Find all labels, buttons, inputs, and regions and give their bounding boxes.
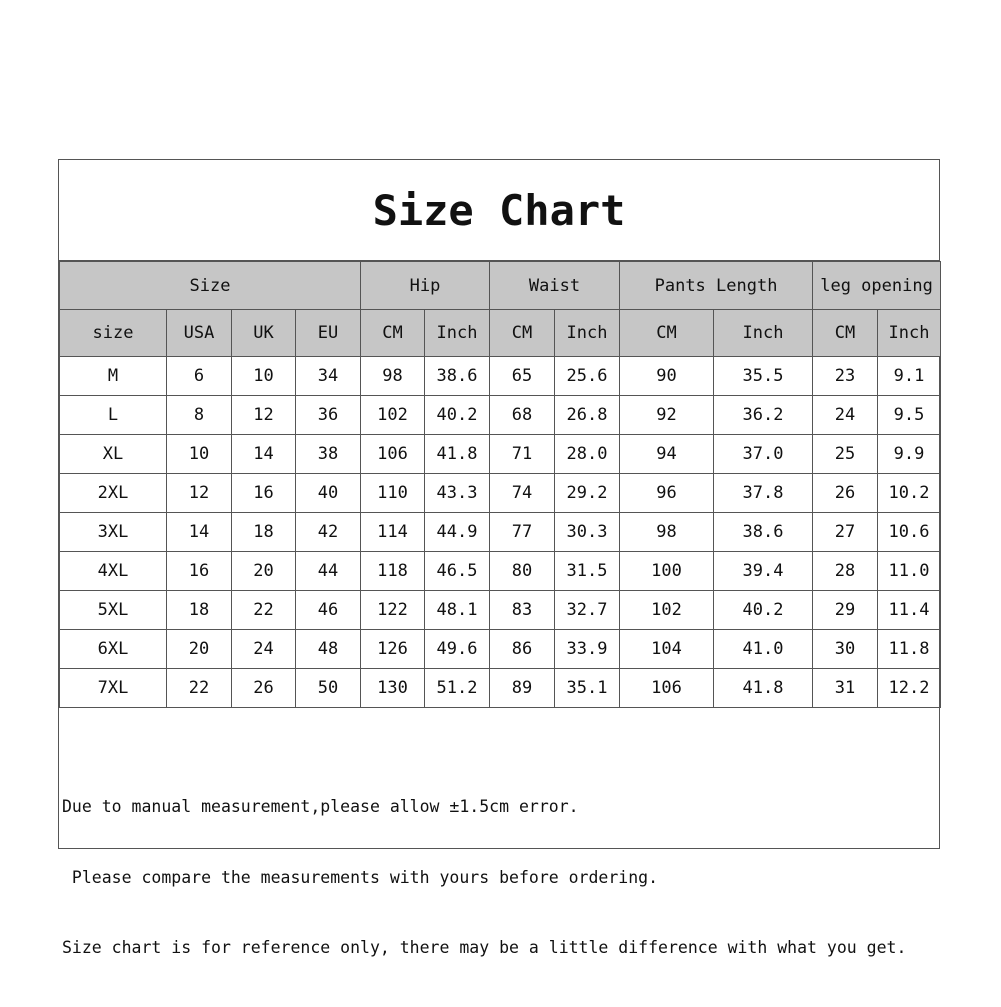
table-cell: 122 [361,591,425,630]
table-cell: 92 [620,396,714,435]
table-cell: 89 [490,669,555,708]
table-cell: 50 [296,669,361,708]
table-cell: 44 [296,552,361,591]
table-cell: 96 [620,474,714,513]
table-cell: 5XL [60,591,167,630]
table-row [60,513,941,552]
table-cell: 31 [813,669,878,708]
table-cell: 23 [813,357,878,396]
table-cell: 74 [490,474,555,513]
table-cell: 29 [813,591,878,630]
col-header-uk: UK [232,310,296,357]
table-cell: 22 [167,669,232,708]
note-line: Size chart is for reference only, there may be a little difference with what you get. [62,938,907,957]
table-cell: 25.6 [555,357,620,396]
table-cell: 106 [620,669,714,708]
table-cell: 14 [167,513,232,552]
table-cell: 65 [490,357,555,396]
sub-header-row [60,310,941,357]
table-cell: 24 [232,630,296,669]
table-cell: 14 [232,435,296,474]
table-cell: 28.0 [555,435,620,474]
table-cell: 8 [167,396,232,435]
table-cell: 90 [620,357,714,396]
size-table [59,261,941,708]
table-cell: 27 [813,513,878,552]
group-header-size: Size [60,262,361,310]
col-header-waist-cm: CM [490,310,555,357]
table-cell: 37.0 [714,435,813,474]
group-header-pants-length: Pants Length [620,262,813,310]
table-cell: 86 [490,630,555,669]
table-cell: 6XL [60,630,167,669]
table-cell: 12 [167,474,232,513]
table-cell: 39.4 [714,552,813,591]
table-cell: 6 [167,357,232,396]
table-cell: 100 [620,552,714,591]
table-cell: 20 [167,630,232,669]
table-cell: 26 [813,474,878,513]
note-line: Due to manual measurement,please allow ±1.5cm error. [62,797,579,816]
table-cell: 20 [232,552,296,591]
group-header-hip: Hip [361,262,490,310]
table-cell: 9.5 [878,396,941,435]
table-cell: 41.8 [714,669,813,708]
col-header-leg-cm: CM [813,310,878,357]
table-cell: 51.2 [425,669,490,708]
table-cell: 71 [490,435,555,474]
table-cell: 48.1 [425,591,490,630]
table-cell: 46 [296,591,361,630]
table-cell: L [60,396,167,435]
table-cell: 38 [296,435,361,474]
table-cell: 83 [490,591,555,630]
table-cell: 10.2 [878,474,941,513]
table-cell: 80 [490,552,555,591]
col-header-size: size [60,310,167,357]
col-header-usa: USA [167,310,232,357]
size-chart-frame [58,159,940,957]
table-cell: 130 [361,669,425,708]
table-cell: 37.8 [714,474,813,513]
table-cell: 77 [490,513,555,552]
table-cell: 40.2 [714,591,813,630]
table-cell: 41.0 [714,630,813,669]
table-cell: 11.8 [878,630,941,669]
table-cell: 10 [232,357,296,396]
table-cell: 41.8 [425,435,490,474]
table-row [60,630,941,669]
table-row [60,552,941,591]
table-cell: 16 [232,474,296,513]
measurement-notes [62,748,932,1007]
table-cell: 9.9 [878,435,941,474]
table-cell: 18 [167,591,232,630]
table-row [60,669,941,708]
table-cell: 18 [232,513,296,552]
table-cell: 68 [490,396,555,435]
col-header-length-cm: CM [620,310,714,357]
table-cell: 35.1 [555,669,620,708]
col-header-leg-inch: Inch [878,310,941,357]
table-cell: 33.9 [555,630,620,669]
table-cell: 102 [620,591,714,630]
table-cell: 36 [296,396,361,435]
table-cell: XL [60,435,167,474]
group-header-row [60,262,941,310]
table-cell: M [60,357,167,396]
col-header-hip-inch: Inch [425,310,490,357]
col-header-length-inch: Inch [714,310,813,357]
table-cell: 114 [361,513,425,552]
table-cell: 7XL [60,669,167,708]
table-cell: 48 [296,630,361,669]
table-cell: 110 [361,474,425,513]
table-cell: 40 [296,474,361,513]
table-cell: 35.5 [714,357,813,396]
table-cell: 106 [361,435,425,474]
table-cell: 2XL [60,474,167,513]
col-header-eu: EU [296,310,361,357]
group-header-leg-opening: leg opening [813,262,941,310]
table-cell: 26 [232,669,296,708]
group-header-waist: Waist [490,262,620,310]
table-cell: 29.2 [555,474,620,513]
table-row [60,435,941,474]
table-cell: 16 [167,552,232,591]
size-table-body [60,357,941,708]
table-cell: 43.3 [425,474,490,513]
table-cell: 30.3 [555,513,620,552]
table-cell: 22 [232,591,296,630]
table-cell: 46.5 [425,552,490,591]
table-cell: 10 [167,435,232,474]
table-cell: 34 [296,357,361,396]
table-cell: 12.2 [878,669,941,708]
table-cell: 12 [232,396,296,435]
col-header-hip-cm: CM [361,310,425,357]
table-cell: 30 [813,630,878,669]
table-row [60,357,941,396]
table-row [60,474,941,513]
table-cell: 31.5 [555,552,620,591]
table-cell: 49.6 [425,630,490,669]
table-cell: 11.4 [878,591,941,630]
table-cell: 126 [361,630,425,669]
table-cell: 40.2 [425,396,490,435]
table-cell: 11.0 [878,552,941,591]
table-cell: 98 [620,513,714,552]
table-cell: 9.1 [878,357,941,396]
table-cell: 102 [361,396,425,435]
note-line: Please compare the measurements with yours before ordering. [62,867,659,887]
table-cell: 26.8 [555,396,620,435]
table-cell: 98 [361,357,425,396]
table-cell: 38.6 [714,513,813,552]
col-header-waist-inch: Inch [555,310,620,357]
table-cell: 104 [620,630,714,669]
table-cell: 118 [361,552,425,591]
chart-title: Size Chart [59,160,939,261]
table-cell: 42 [296,513,361,552]
table-row [60,591,941,630]
table-cell: 25 [813,435,878,474]
table-cell: 24 [813,396,878,435]
table-cell: 94 [620,435,714,474]
table-cell: 3XL [60,513,167,552]
table-cell: 38.6 [425,357,490,396]
table-cell: 28 [813,552,878,591]
table-cell: 10.6 [878,513,941,552]
table-row [60,396,941,435]
table-cell: 4XL [60,552,167,591]
table-cell: 36.2 [714,396,813,435]
table-cell: 32.7 [555,591,620,630]
table-cell: 44.9 [425,513,490,552]
